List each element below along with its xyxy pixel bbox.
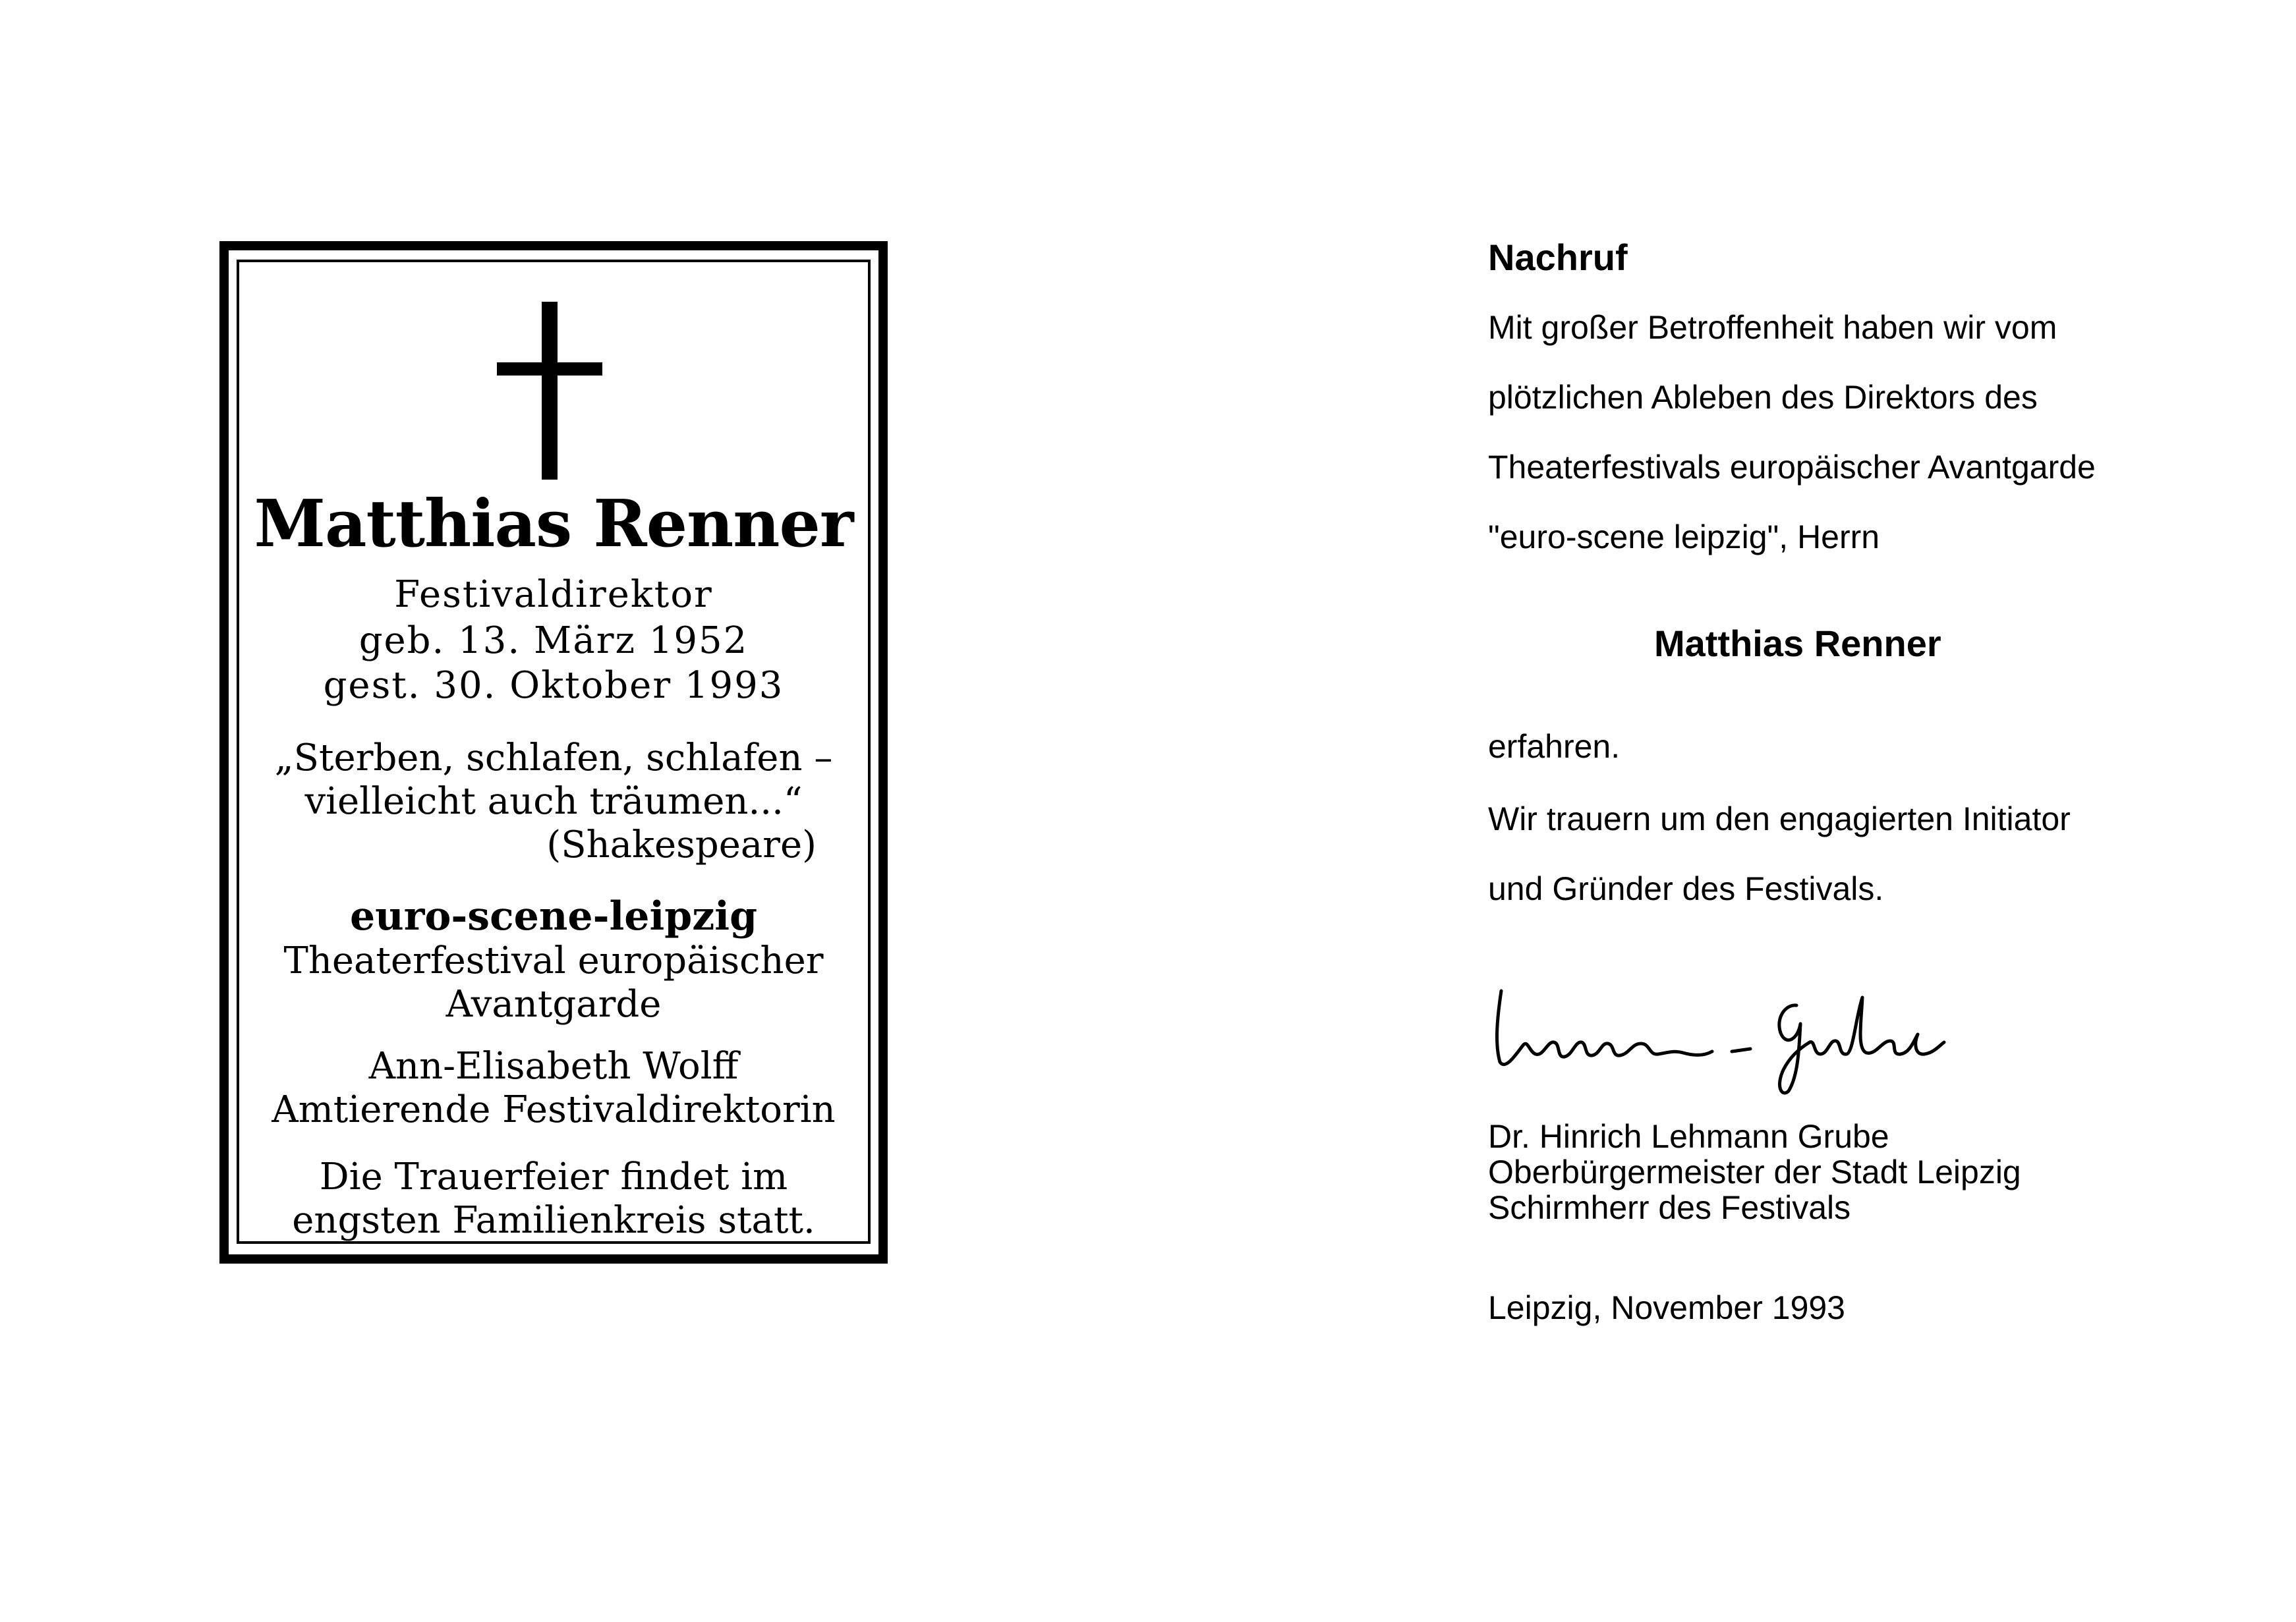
signer-title: Oberbürgermeister der Stadt Leipzig xyxy=(1488,1154,2021,1190)
notice-role: Festivaldirektor xyxy=(394,573,713,616)
notice-quote-line: vielleicht auch träumen...“ xyxy=(304,780,803,823)
notice-death-date: gest. 30. Oktober 1993 xyxy=(323,664,784,707)
obituary-paragraph-line: "euro-scene leipzig", Herrn xyxy=(1488,518,1880,555)
obituary-paragraph-line: erfahren. xyxy=(1488,728,1621,765)
death-notice-inner-frame xyxy=(237,260,871,1244)
obituary-paragraph-line: Mit großer Betroffenheit haben wir vom xyxy=(1488,309,2057,346)
notice-funeral-info: engsten Familienkreis statt. xyxy=(292,1199,815,1242)
place-and-date: Leipzig, November 1993 xyxy=(1488,1289,1845,1326)
cross-icon xyxy=(497,302,602,480)
notice-festival-description: Theaterfestival europäischer xyxy=(283,939,824,982)
notice-quote-line: „Sterben, schlafen, schlafen – xyxy=(274,737,833,779)
notice-festival-name: euro-scene-leipzig xyxy=(349,893,758,939)
obituary-paragraph-line: plötzlichen Ableben des Direktors des xyxy=(1488,379,2038,416)
notice-funeral-info: Die Trauerfeier findet im xyxy=(319,1156,788,1198)
obituary-paragraph-line: und Gründer des Festivals. xyxy=(1488,870,1884,907)
obituary-deceased-name: Matthias Renner xyxy=(1654,623,1941,664)
notice-festival-description: Avantgarde xyxy=(445,983,662,1026)
notice-acting-director-title: Amtierende Festivaldirektorin xyxy=(272,1088,836,1131)
handwritten-signature xyxy=(1488,978,1949,1096)
death-notice-card xyxy=(219,241,888,1264)
notice-name: Matthias Renner xyxy=(254,486,853,562)
signer-name: Dr. Hinrich Lehmann Grube xyxy=(1488,1118,1889,1155)
notice-quote-author: (Shakespeare) xyxy=(546,824,817,866)
obituary-title: Nachruf xyxy=(1488,237,1628,278)
obituary-paragraph-line: Wir trauern um den engagierten Initiator xyxy=(1488,800,2071,837)
obituary-paragraph-line: Theaterfestivals europäischer Avantgarde xyxy=(1488,449,2096,486)
notice-birth-date: geb. 13. März 1952 xyxy=(359,619,749,662)
notice-acting-director-name: Ann-Elisabeth Wolff xyxy=(368,1045,739,1088)
signer-role: Schirmherr des Festivals xyxy=(1488,1189,1851,1226)
